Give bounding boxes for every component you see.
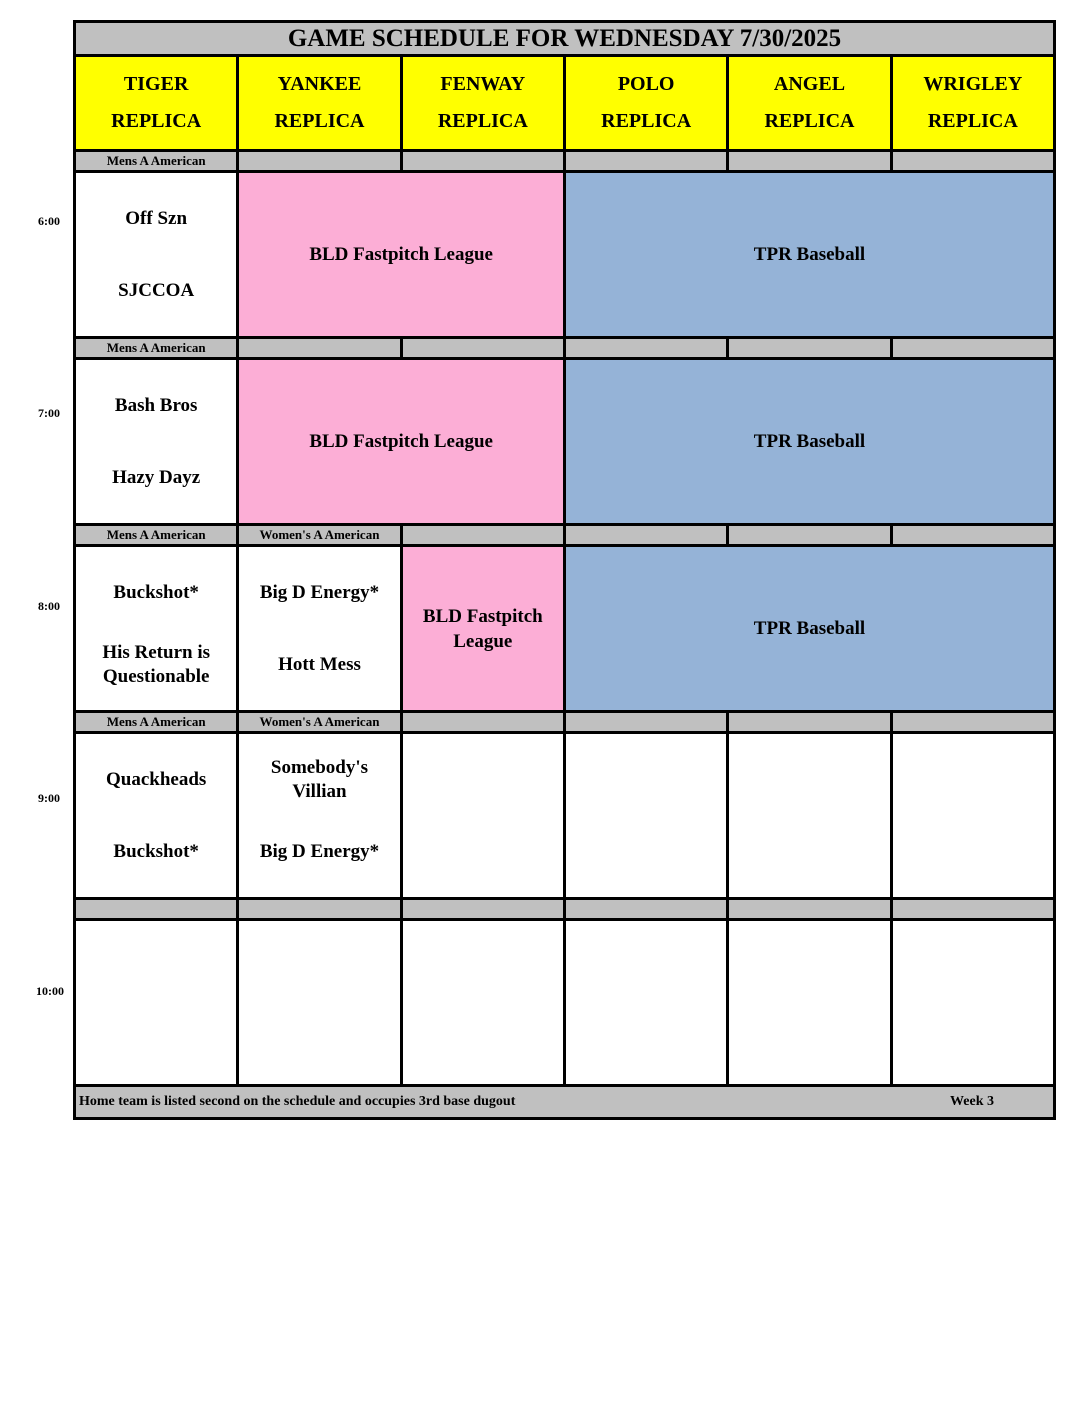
away-team: Somebody's Villian <box>270 756 369 802</box>
game-cell-empty <box>238 920 401 1086</box>
home-team: Hazy Dayz <box>112 466 201 488</box>
field-header-fenway: FENWAY REPLICA <box>401 56 564 151</box>
division-empty <box>401 525 564 546</box>
division-empty <box>564 899 727 920</box>
division-empty <box>401 151 564 172</box>
game-cell-tiger-700 <box>75 359 238 525</box>
time-label-1000: 10:00 <box>36 984 64 998</box>
game-cell-tiger-600 <box>75 172 238 338</box>
game-cell-empty <box>401 920 564 1086</box>
field-header-wrigley: WRIGLEY REPLICA <box>891 56 1054 151</box>
league-block-tpr-800: TPR Baseball <box>564 546 1054 712</box>
division-label: Mens A American <box>75 712 238 733</box>
field-header-polo: POLO REPLICA <box>564 56 727 151</box>
division-empty <box>728 151 891 172</box>
game-cell-empty <box>891 733 1054 899</box>
game-cell-tiger-800 <box>75 546 238 712</box>
game-cell-yankee-800 <box>238 546 401 712</box>
division-empty <box>891 712 1054 733</box>
division-empty <box>401 899 564 920</box>
division-empty <box>728 899 891 920</box>
game-cell-yankee-900 <box>238 733 401 899</box>
division-empty <box>728 525 891 546</box>
division-empty <box>238 338 401 359</box>
league-block-bld-700: BLD Fastpitch League <box>238 359 565 525</box>
game-cell-empty <box>564 733 727 899</box>
away-team: Buckshot* <box>113 581 199 603</box>
schedule-sheet <box>73 20 1056 1120</box>
home-team: Big D Energy* <box>259 840 380 862</box>
division-empty <box>891 899 1054 920</box>
division-empty <box>401 338 564 359</box>
home-team-note: Home team is listed second on the schedule and occupies 3rd base dugout <box>79 1094 516 1109</box>
time-label-900: 9:00 <box>38 791 60 805</box>
division-empty <box>238 151 401 172</box>
schedule-title: GAME SCHEDULE FOR WEDNESDAY 7/30/2025 <box>75 22 1055 56</box>
away-team: Quackheads <box>106 768 207 790</box>
game-cell-empty <box>728 733 891 899</box>
league-block-bld-600: BLD Fastpitch League <box>238 172 565 338</box>
field-header-tiger: TIGER REPLICA <box>75 56 238 151</box>
league-block-bld-800: BLD Fastpitch League <box>401 546 564 712</box>
division-empty <box>564 525 727 546</box>
home-team: SJCCOA <box>118 279 195 301</box>
division-empty <box>564 712 727 733</box>
division-empty <box>564 151 727 172</box>
division-empty <box>891 525 1054 546</box>
division-empty <box>891 151 1054 172</box>
game-cell-empty <box>401 733 564 899</box>
time-label-700: 7:00 <box>38 406 60 420</box>
away-team: Big D Energy* <box>259 581 380 603</box>
week-label: Week 3 <box>950 1094 994 1109</box>
league-block-tpr-600: TPR Baseball <box>564 172 1054 338</box>
field-header-yankee: YANKEE REPLICA <box>238 56 401 151</box>
division-empty <box>238 899 401 920</box>
division-empty <box>728 338 891 359</box>
field-header-angel: ANGEL REPLICA <box>728 56 891 151</box>
game-cell-empty <box>564 920 727 1086</box>
away-team: Bash Bros <box>114 394 198 416</box>
home-team: His Return is Questionable <box>102 641 210 687</box>
division-label: Mens A American <box>75 151 238 172</box>
division-label: Mens A American <box>75 338 238 359</box>
home-team: Hott Mess <box>278 653 361 675</box>
game-cell-empty <box>728 920 891 1086</box>
division-empty <box>564 338 727 359</box>
division-label: Mens A American <box>75 525 238 546</box>
time-label-800: 8:00 <box>38 599 60 613</box>
game-cell-empty <box>891 920 1054 1086</box>
home-team: Buckshot* <box>113 840 199 862</box>
division-empty <box>401 712 564 733</box>
schedule-table <box>73 20 1056 1120</box>
schedule-footer <box>75 1086 1055 1119</box>
division-label: Women's A American <box>238 712 401 733</box>
division-label: Women's A American <box>238 525 401 546</box>
time-label-600: 6:00 <box>38 214 60 228</box>
league-block-tpr-700: TPR Baseball <box>564 359 1054 525</box>
away-team: Off Szn <box>125 207 188 229</box>
game-cell-tiger-900 <box>75 733 238 899</box>
division-empty <box>75 899 238 920</box>
game-cell-empty <box>75 920 238 1086</box>
division-empty <box>891 338 1054 359</box>
division-empty <box>728 712 891 733</box>
